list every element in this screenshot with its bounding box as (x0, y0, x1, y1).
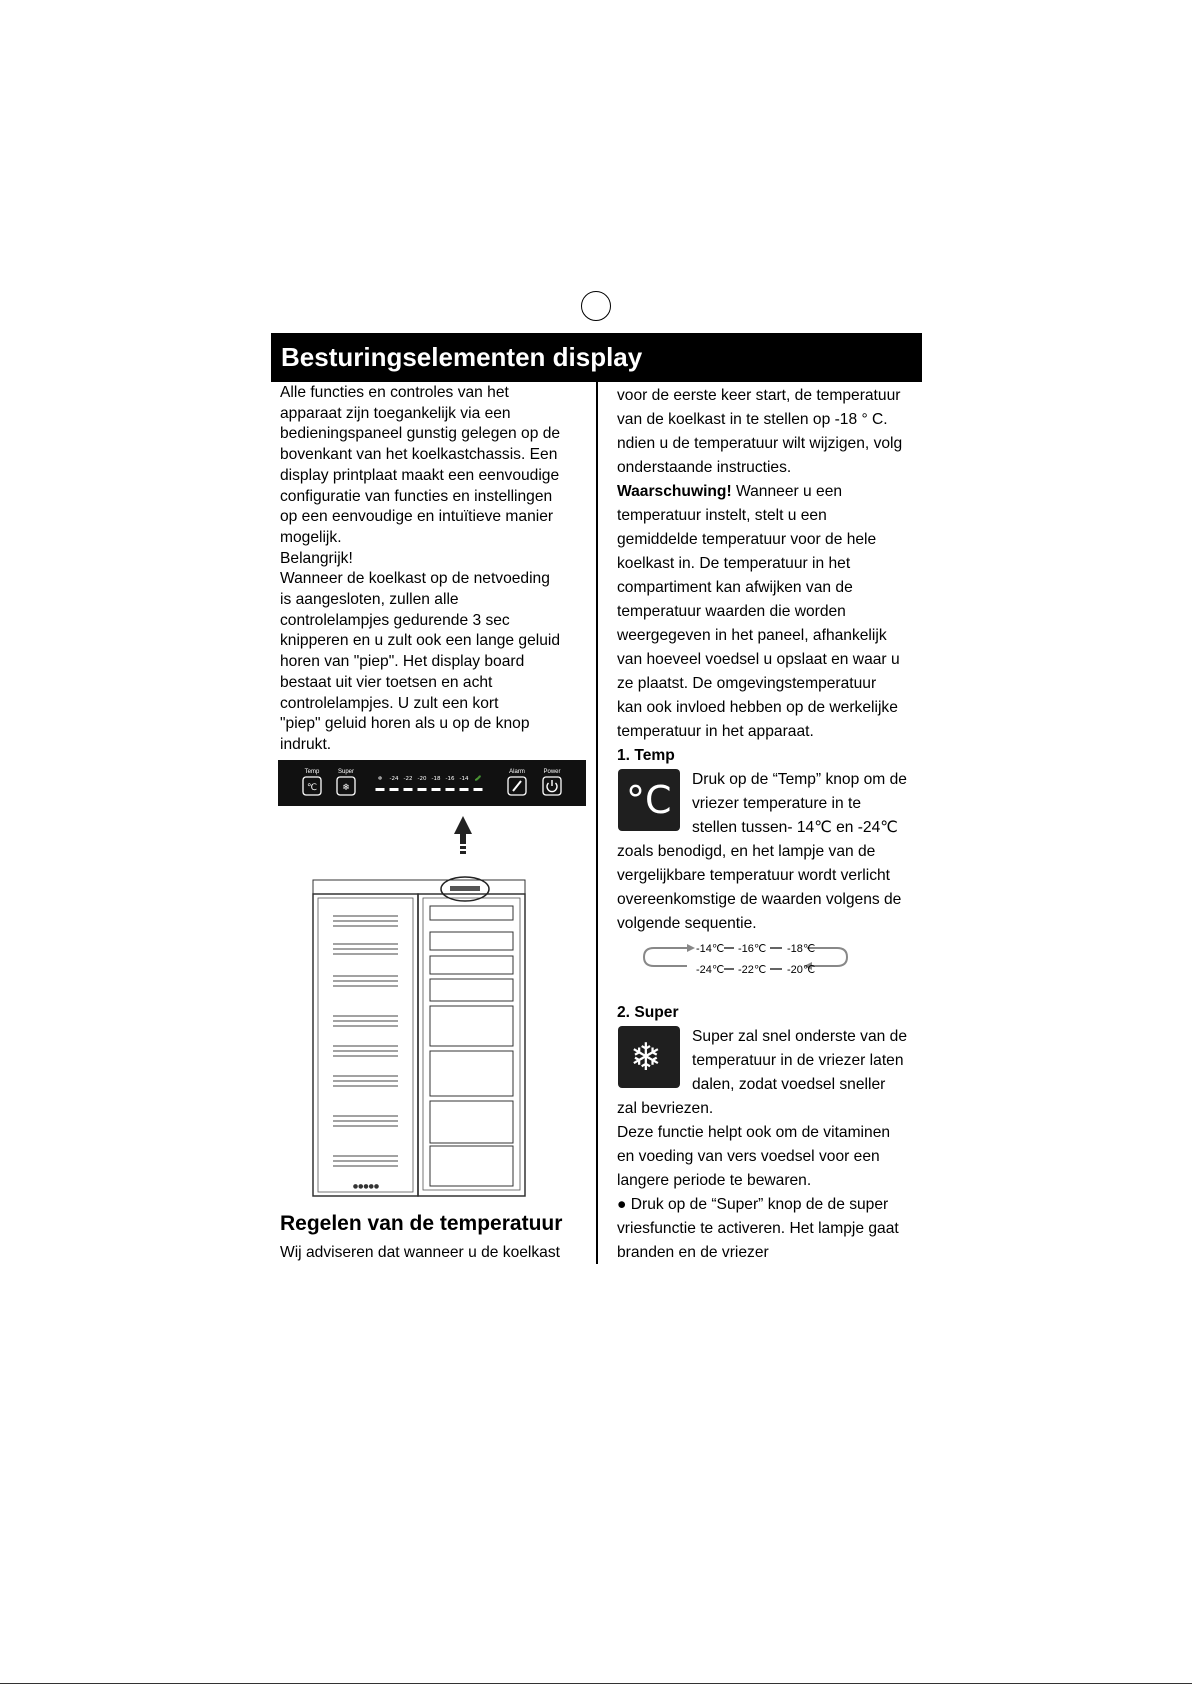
right-text-line: temperatuur in het apparaat. (617, 723, 814, 740)
left-text-line: Alle functies en controles van het (280, 384, 509, 401)
seq-bottom-2: -22℃ (738, 964, 767, 976)
left-text-line: bovenkant van het koelkastchassis. Een (280, 446, 558, 464)
panel-scale-label: -14 (459, 776, 469, 782)
temp-text-line: overeenkomstige de waarden volgens de (617, 891, 902, 908)
left-text-line: apparaat zijn toegankelijk via een (280, 404, 511, 422)
left-text-line: indrukt. (280, 735, 332, 753)
temperature-sequence-diagram (642, 936, 857, 978)
super-text-line: vriesfunctie te activeren. Het lampje gaat (617, 1220, 899, 1237)
panel-scale-label: -24 (389, 776, 399, 782)
left-text-line: bedieningspaneel gunstig gelegen op de (280, 425, 561, 443)
temp-text-line: vriezer temperature in te (692, 795, 862, 812)
left-text-line: configuratie van functies en instellingen (280, 487, 553, 505)
left-text-line: "piep" geluid horen als u op de knop (280, 715, 530, 733)
super-text-line: ● Druk op de “Super” knop de de super (617, 1196, 889, 1213)
seq-bottom-3: -20℃ (787, 964, 816, 976)
temp-text-line: zoals benodigd, en het lampje van de (617, 843, 876, 860)
panel-temp-label: Temp (304, 769, 320, 775)
right-text-line: onderstaande instructies. (617, 459, 792, 476)
panel-scale-label: -22 (403, 776, 413, 782)
left-text-line: op een eenvoudige en intuïtieve manier (280, 508, 554, 526)
warning-line (617, 480, 842, 504)
right-text-line: temperatuur instelt, stelt u een (617, 507, 827, 524)
super-text-line: dalen, zodat voedsel sneller (692, 1076, 886, 1093)
panel-scale-label: -16 (445, 776, 455, 782)
temp-text-line: vergelijkbare temperatuur wordt verlicht (617, 867, 891, 884)
panel-power-label: Power (543, 769, 561, 775)
warning-text: Wanneer u een (731, 483, 843, 500)
super-text-line: Super zal snel onderste van de (692, 1028, 907, 1045)
super-text-line: temperatuur in de vriezer laten (692, 1052, 904, 1069)
freezer-illustration (308, 816, 533, 1206)
temp-text-line: Druk op de “Temp” knop om de (692, 771, 907, 788)
warning-label: Waarschuwing! (617, 483, 732, 500)
left-text-line: bestaat uit vier toetsen en acht (280, 673, 493, 691)
seq-bottom-1: -24℃ (696, 964, 725, 976)
door-shelves (333, 916, 398, 1166)
super-heading: 2. Super (617, 1004, 679, 1021)
left-text-line: knipperen en u zult ook een lange geluid (280, 632, 561, 650)
control-panel-illustration (278, 760, 586, 806)
drawers (430, 906, 513, 1186)
right-text-line: voor de eerste keer start, de temperatuur (617, 387, 901, 404)
temp-text-line: stellen tussen- 14℃ en -24℃ (692, 819, 898, 836)
super-text-line: langere periode te bewaren. (617, 1172, 812, 1189)
left-text-line: controlelampjes. U zult een kort (280, 694, 499, 712)
right-text-line: kan ook invloed hebben op de werkelijke (617, 699, 898, 716)
panel-super-icon: ❄ (342, 783, 350, 793)
left-text-line: Wanneer de koelkast op de netvoeding (280, 570, 550, 588)
right-text-line: compartiment kan afwijken van de (617, 579, 853, 596)
panel-scale-label: -18 (431, 776, 441, 782)
panel-super-label: Super (337, 769, 355, 775)
snowflake-icon: ❄ (618, 1026, 680, 1088)
svg-text:●●●●●: ●●●●● (352, 1183, 380, 1190)
panel-alarm-label: Alarm (509, 769, 525, 775)
page-title: Besturingselementen display (271, 333, 922, 382)
panel-temp-icon: ℃ (306, 783, 318, 793)
right-text-line: ndien u de temperatuur wilt wijzigen, volg (617, 435, 903, 452)
super-text-line: zal bevriezen. (617, 1100, 714, 1117)
panel-scale-label: 🥒 (474, 776, 482, 782)
right-text-line: temperatuur waarden die worden (617, 603, 846, 620)
language-marker-circle (581, 291, 611, 321)
panel-indicator-lamp (404, 788, 413, 791)
left-text-line: Belangrijk! (280, 549, 353, 567)
right-text-line: van hoeveel voedsel u opslaat en waar u (617, 651, 900, 668)
super-text-line: branden en de vriezer (617, 1244, 769, 1261)
right-text-line: gemiddelde temperatuur voor de hele (617, 531, 877, 548)
panel-indicator-lamp (376, 788, 385, 791)
panel-indicator-lamp (390, 788, 399, 791)
heading-temperature-control: Regelen van de temperatuur (280, 1212, 563, 1235)
seq-top-3: -18℃ (787, 943, 816, 955)
temp-heading: 1. Temp (617, 747, 675, 764)
seq-top-2: -16℃ (738, 943, 767, 955)
temp-button-icon: °C (618, 769, 680, 831)
panel-indicator-lamp (474, 788, 483, 791)
super-text-line: en voeding van vers voedsel voor een (617, 1148, 880, 1165)
arrow-up-icon (454, 816, 472, 844)
panel-scale-label: ❄ (377, 776, 383, 782)
right-text-line: ze plaatst. De omgevingstemperatuur (617, 675, 877, 692)
super-text-line: Deze functie helpt ook om de vitaminen (617, 1124, 891, 1141)
temperature-control-intro: Wij adviseren dat wanneer u de koelkast (280, 1244, 560, 1261)
right-text-line: koelkast in. De temperatuur in het (617, 555, 851, 572)
panel-indicator-lamp (460, 788, 469, 791)
seq-top-1: -14℃ (696, 943, 725, 955)
column-divider (596, 381, 598, 1264)
right-text-line: van de koelkast in te stellen op -18 ° C. (617, 411, 888, 428)
panel-indicator-lamp (432, 788, 441, 791)
right-text-line: weergegeven in het paneel, afhankelijk (617, 627, 887, 644)
temp-text-line: volgende sequentie. (617, 915, 757, 932)
panel-indicator-lamp (446, 788, 455, 791)
left-text-line: horen van "piep". Het display board (280, 653, 525, 671)
left-text-line: controlelampjes gedurende 3 sec (280, 611, 510, 629)
left-text-line: is aangesloten, zullen alle (280, 591, 459, 608)
left-text-line: mogelijk. (280, 528, 342, 546)
bottom-rule (0, 1683, 1192, 1684)
panel-scale-label: -20 (417, 776, 427, 782)
panel-indicator-lamp (418, 788, 427, 791)
left-text-line: display printplaat maakt een eenvoudige (280, 466, 560, 484)
